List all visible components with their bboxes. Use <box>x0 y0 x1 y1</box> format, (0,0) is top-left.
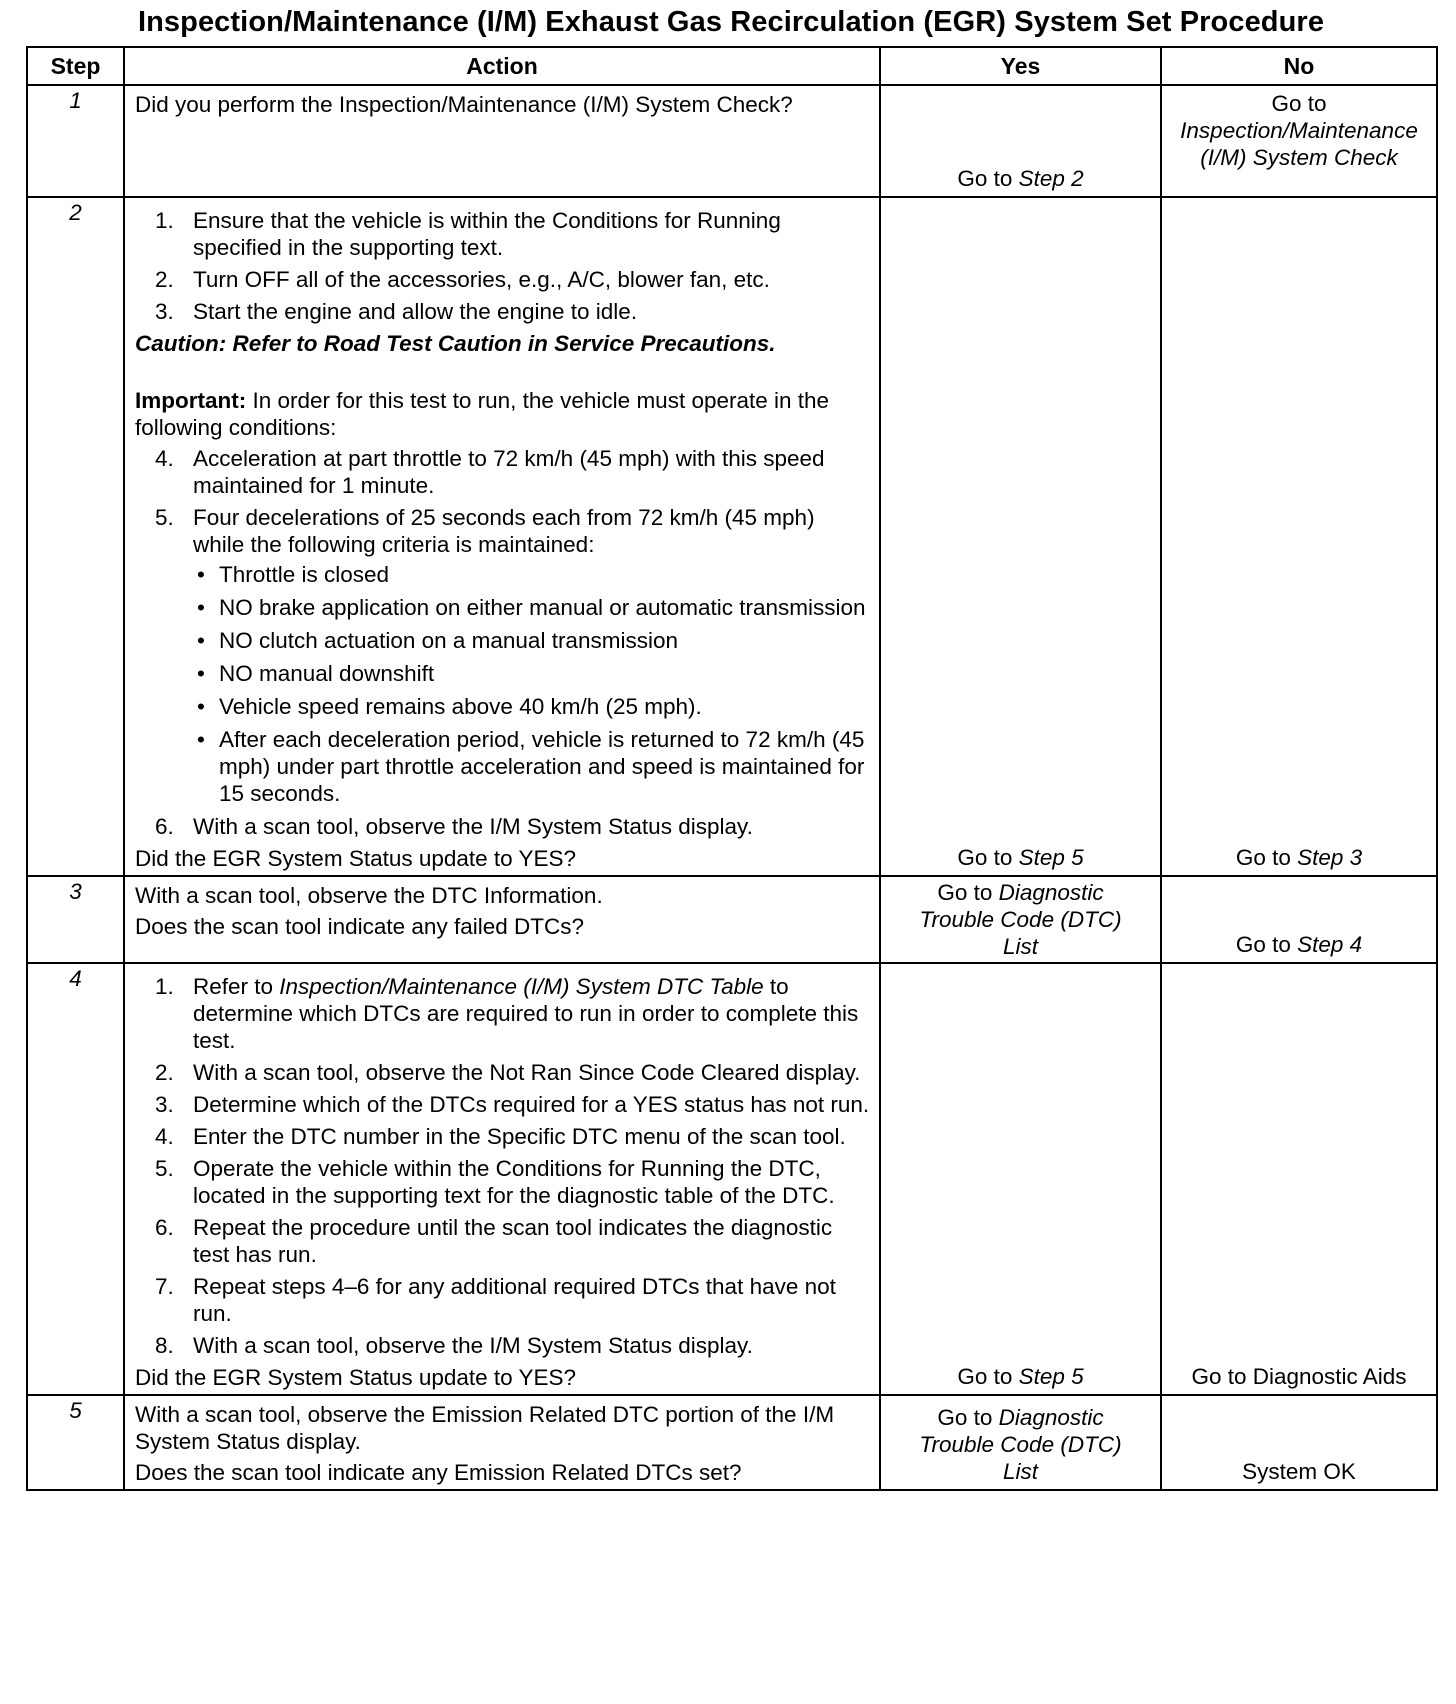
item-number: 2. <box>155 1060 174 1085</box>
page-title: Inspection/Maintenance (I/M) Exhaust Gas Recirculation (EGR) System Set Procedure <box>137 6 1325 38</box>
table-row <box>27 197 1437 876</box>
bullet-text: After each deceleration period, vehicle is returned to 72 km/h (45 mph) under part throttle acceleration and speed is maintained for 15 seconds. <box>219 727 865 806</box>
item-pre: Refer to <box>193 974 280 999</box>
important-text: In order for this test to run, the vehicle must operate in the following conditions: <box>135 388 830 440</box>
bullet-item <box>193 726 871 807</box>
important-note <box>135 387 871 441</box>
bullet-icon: • <box>197 727 205 752</box>
question-text: Does the scan tool indicate any failed DTCs? <box>135 914 584 939</box>
yes-prefix: Go to <box>957 166 1019 191</box>
item-number: 5. <box>155 1156 174 1181</box>
header-step: Step <box>27 47 124 85</box>
item-number: 3. <box>155 299 174 324</box>
bullet-icon: • <box>197 595 205 620</box>
item-number: 4. <box>155 446 174 471</box>
no-link[interactable]: Go to Diagnostic Aids <box>1191 1364 1407 1389</box>
yes-link[interactable]: Diagnostic Trouble Code (DTC) List <box>919 880 1122 959</box>
list-item <box>135 1332 871 1359</box>
item-text: Acceleration at part throttle to 72 km/h (45 mph) with this speed maintained for 1 minute. <box>193 446 825 498</box>
no-link[interactable]: Step 3 <box>1297 845 1363 870</box>
table-row <box>27 85 1437 197</box>
caution-note: Caution: Refer to Road Test Caution in Service Precautions. <box>135 331 776 356</box>
header-yes: Yes <box>880 47 1161 85</box>
yes-prefix: Go to <box>957 845 1019 870</box>
header-row <box>27 47 1437 85</box>
question-text: Did the EGR System Status update to YES? <box>135 846 577 871</box>
no-link[interactable]: Step 4 <box>1297 932 1363 957</box>
item-text: Operate the vehicle within the Conditions for Running the DTC, located in the supporting text for the diagnostic table of the DTC. <box>193 1156 835 1208</box>
no-cell <box>1161 85 1437 197</box>
item-text: Turn OFF all of the accessories, e.g., A/C, blower fan, etc. <box>193 267 770 292</box>
yes-prefix: Go to <box>937 1405 999 1430</box>
item-text: Four decelerations of 25 seconds each from 72 km/h (45 mph) while the following criteria is maintained: <box>193 505 815 557</box>
item-post: to determine which DTCs are required to run in order to complete this test. <box>193 974 859 1053</box>
no-link[interactable]: Inspection/Maintenance (I/M) System Check <box>1180 118 1418 170</box>
step-number: 1 <box>27 85 124 197</box>
list-item <box>135 298 871 325</box>
list-item <box>135 1091 871 1118</box>
item-text: With a scan tool, observe the Not Ran Since Code Cleared display. <box>193 1060 861 1085</box>
item-number: 2. <box>155 267 174 292</box>
list-item <box>135 504 871 807</box>
question-text: Did the EGR System Status update to YES? <box>135 1365 577 1390</box>
yes-cell <box>880 1395 1161 1490</box>
action-cell <box>124 876 880 963</box>
header-no: No <box>1161 47 1437 85</box>
action-cell <box>124 197 880 876</box>
instruction-list <box>135 973 871 1359</box>
no-cell <box>1161 963 1437 1395</box>
yes-cell <box>880 197 1161 876</box>
item-number: 1. <box>155 974 174 999</box>
yes-cell <box>880 85 1161 197</box>
bullet-text: NO manual downshift <box>219 661 435 686</box>
bullet-item <box>193 693 871 720</box>
procedure-table <box>26 46 1438 1491</box>
bullet-text: Vehicle speed remains above 40 km/h (25 mph). <box>219 694 702 719</box>
question-text: Does the scan tool indicate any Emission Related DTCs set? <box>135 1460 742 1485</box>
action-cell <box>124 1395 880 1490</box>
no-result: System OK <box>1242 1459 1356 1484</box>
item-text: With a scan tool, observe the I/M System Status display. <box>193 814 753 839</box>
list-item <box>135 445 871 499</box>
step-number: 4 <box>27 963 124 1395</box>
table-row <box>27 963 1437 1395</box>
bullet-icon: • <box>197 562 205 587</box>
no-prefix: Go to <box>1235 845 1298 870</box>
action-text: With a scan tool, observe the DTC Information. <box>135 883 603 908</box>
table-row <box>27 1395 1437 1490</box>
yes-link[interactable]: Diagnostic Trouble Code (DTC) List <box>919 1405 1122 1484</box>
item-text: Repeat steps 4–6 for any additional required DTCs that have not run. <box>193 1274 836 1326</box>
item-text: Repeat the procedure until the scan tool indicates the diagnostic test has run. <box>193 1215 833 1267</box>
no-cell <box>1161 197 1437 876</box>
list-item <box>135 1155 871 1209</box>
bullet-text: Throttle is closed <box>219 562 390 587</box>
item-number: 3. <box>155 1092 174 1117</box>
no-prefix: Go to <box>1271 91 1327 116</box>
important-label: Important: <box>135 388 247 413</box>
action-cell <box>124 963 880 1395</box>
criteria-list <box>193 561 871 807</box>
list-item <box>135 1123 871 1150</box>
no-cell <box>1161 876 1437 963</box>
instruction-list <box>135 207 871 325</box>
yes-cell <box>880 963 1161 1395</box>
yes-cell <box>880 876 1161 963</box>
list-item <box>135 1214 871 1268</box>
action-cell <box>124 85 880 197</box>
no-prefix: Go to <box>1235 932 1298 957</box>
instruction-list <box>135 445 871 840</box>
bullet-icon: • <box>197 694 205 719</box>
list-item <box>135 1273 871 1327</box>
yes-link[interactable]: Step 2 <box>1018 166 1084 191</box>
item-text: Ensure that the vehicle is within the Conditions for Running specified in the supporting text. <box>193 208 781 260</box>
item-text: Enter the DTC number in the Specific DTC menu of the scan tool. <box>193 1124 846 1149</box>
step-number: 2 <box>27 197 124 876</box>
bullet-icon: • <box>197 628 205 653</box>
action-text: With a scan tool, observe the Emission Related DTC portion of the I/M System Status display. <box>135 1402 835 1454</box>
list-item <box>135 1059 871 1086</box>
question-text: Did you perform the Inspection/Maintenance (I/M) System Check? <box>135 92 793 117</box>
item-text: Determine which of the DTCs required for a YES status has not run. <box>193 1092 870 1117</box>
list-item <box>135 266 871 293</box>
item-number: 4. <box>155 1124 174 1149</box>
item-number: 6. <box>155 1215 174 1240</box>
table-row <box>27 876 1437 963</box>
bullet-text: NO clutch actuation on a manual transmission <box>219 628 678 653</box>
item-number: 1. <box>155 208 174 233</box>
item-text: Start the engine and allow the engine to idle. <box>193 299 638 324</box>
item-number: 7. <box>155 1274 174 1299</box>
item-number: 6. <box>155 814 174 839</box>
bullet-item <box>193 627 871 654</box>
list-item <box>135 973 871 1054</box>
yes-prefix: Go to <box>937 880 999 905</box>
bullet-item <box>193 594 871 621</box>
yes-link[interactable]: Step 5 <box>1018 1364 1084 1389</box>
yes-prefix: Go to <box>957 1364 1019 1389</box>
header-action: Action <box>124 47 880 85</box>
item-number: 8. <box>155 1333 174 1358</box>
bullet-item <box>193 561 871 588</box>
step-number: 5 <box>27 1395 124 1490</box>
bullet-item <box>193 660 871 687</box>
list-item <box>135 813 871 840</box>
item-text: With a scan tool, observe the I/M System Status display. <box>193 1333 753 1358</box>
bullet-icon: • <box>197 661 205 686</box>
list-item <box>135 207 871 261</box>
dtc-table-link[interactable]: Inspection/Maintenance (I/M) System DTC Table <box>279 974 764 999</box>
item-number: 5. <box>155 505 174 530</box>
bullet-text: NO brake application on either manual or automatic transmission <box>219 595 866 620</box>
yes-link[interactable]: Step 5 <box>1018 845 1084 870</box>
no-cell <box>1161 1395 1437 1490</box>
step-number: 3 <box>27 876 124 963</box>
